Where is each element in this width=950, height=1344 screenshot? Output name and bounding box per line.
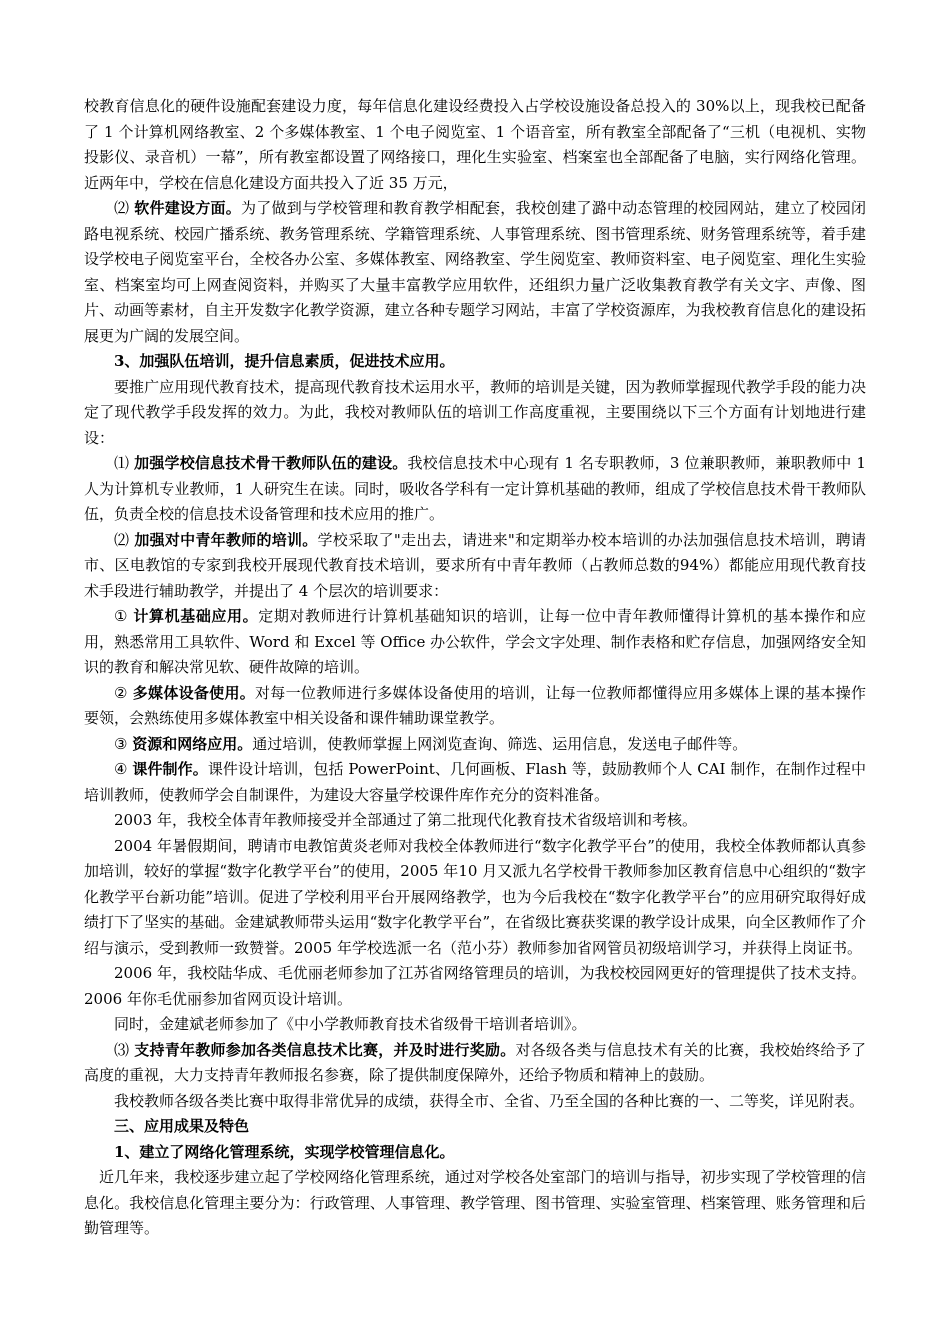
section-heading: [84, 1140, 866, 1166]
section-heading: [84, 1114, 866, 1140]
text-run: 2004 年暑假期间，聘请市电教馆黄炎老师对我校全体教师进行“数字化教学平台”的使用，我校全体教师都认真参加培训，较好的掌握“数字化教学平台”的使用，2005 年10 月又派九名学校骨干教师参加区教育信息中心组织的“数字化教学平台新功能”培训。促进了学校利用平台开展网络教学，也为今后我校在“数字化教学平台”的应用研究取得好成绩打下了坚实的基础。金建斌教师带头运用“数字化教学平台”，在省级比赛获奖课的教学设计成果，向全区教师作了介绍与演示，受到教师一致赞誉。2005 年学校选派一名（范小芬）教师参加省网管员初级培训学习，并获得上岗证书。: [84, 836, 866, 957]
text-run: 我校信息技术中心现有 1 名专职教师，3 位兼职教师，兼职教师中 1 人为计算机专业教师，1 人研究生在读。同时，吸收各学科有一定计算机基础的教师，组成了学校信息技术骨干教师队伍，负责全校的信息技术设备管理和技术应用的推广。: [84, 454, 866, 523]
list-marker: ⑵: [114, 199, 135, 217]
paragraph: [84, 757, 866, 808]
paragraph: [84, 94, 866, 196]
text-run: 对每一位教师进行多媒体设备使用的培训，让每一位教师都懂得应用多媒体上课的基本操作要领，会熟练使用多媒体教室中相关设备和课件辅助课堂教学。: [84, 683, 866, 727]
bold-run: 支持青年教师参加各类信息技术比赛，并及时进行奖励。: [134, 1040, 516, 1059]
bold-run: 加强对中青年教师的培训。: [134, 530, 318, 549]
list-marker: ④: [114, 760, 133, 778]
text-run: 为了做到与学校管理和教育教学相配套，我校创建了潞中动态管理的校园网站，建立了校园闭路电视系统、校园广播系统、教务管理系统、学籍管理系统、人事管理系统、图书管理系统、财务管理系统等，着手建设学校电子阅览室平台，全校各办公室、多媒体教室、网络教室、学生阅览室、教师资料室、电子阅览室、理化生实验室、档案室均可上网查阅资料，并购买了大量丰富教学应用软件，还组织力量广泛收集教育教学有关文字、声像、图片、动画等素材，自主开发数字化教学资源，建立各种专题学习网站，丰富了学校资源库，为我校教育信息化的建设拓展更为广阔的发展空间。: [84, 199, 866, 345]
paragraph: [84, 834, 866, 962]
heading-text: 1、建立了网络化管理系统，实现学校管理信息化。: [114, 1142, 455, 1161]
list-marker: ⑵: [114, 530, 135, 549]
heading-text: 3、加强队伍培训，提升信息素质，促进技术应用。: [114, 352, 455, 370]
list-marker: ②: [114, 683, 133, 702]
text-run: 我校教师各级各类比赛中取得非常优异的成绩，获得全市、全省、乃至全国的各种比赛的一、二等奖，详见附表。: [114, 1091, 865, 1110]
paragraph: [84, 808, 866, 834]
text-run: 定期对教师进行计算机基础知识的培训，让每一位中青年教师懂得计算机的基本操作和应用，熟悉常用工具软件、Word 和 Excel 等 Office 办公软件，学会文字处理、制作表格和贮存信息，加强网络安全知识的教育和解决常见软、硬件故障的培训。: [84, 607, 866, 676]
text-run: 课件设计培训，包括 PowerPoint、几何画板、Flash 等，鼓励教师个人 CAI 制作，在制作过程中培训教师，使教师学会自制课件，为建设大容量学校课件库作充分的资料准备。: [84, 760, 866, 804]
text-run: 对各级各类与信息技术有关的比赛，我校始终给予了高度的重视，大力支持青年教师报名参赛，除了提供制度保障外，还给予物质和精神上的鼓励。: [84, 1040, 866, 1084]
text-run: 通过培训，使教师掌握上网浏览查询、筛选、运用信息，发送电子邮件等。: [252, 734, 748, 753]
paragraph: [84, 961, 866, 1012]
bold-run: 加强学校信息技术骨干教师队伍的建设。: [134, 454, 408, 472]
list-marker: ①: [114, 607, 134, 625]
text-run: 校教育信息化的硬件设施配套建设力度，每年信息化建设经费投入占学校设施设备总投入的 30%以上，现我校已配备了 1 个计算机网络教室、2 个多媒体教室、1 个电子阅览室、1 个语音室，所有教室全部配备了“三机（电视机、实物投影仪、录音机）一幕”，所有教室都设置了网络接口，理化生实验室、档案室也全部配备了电脑，实行网络化管理。近两年中，学校在信息化建设方面共投入了近 35 万元，: [84, 97, 866, 192]
heading-text: 三、应用成果及特色: [114, 1117, 250, 1135]
bold-run: 资源和网络应用。: [132, 734, 253, 753]
paragraph: [84, 1012, 866, 1038]
text-run: 要推广应用现代教育技术，提高现代教育技术运用水平，教师的培训是关键，因为教师掌握现代教学手段的能力决定了现代教学手段发挥的效力。为此，我校对教师队伍的培训工作高度重视，主要围绕以下三个方面有计划地进行建设：: [84, 377, 866, 447]
paragraph: [84, 375, 866, 452]
bold-run: 多媒体设备使用。: [132, 683, 256, 702]
paragraph: [84, 1089, 866, 1115]
paragraph: [84, 1165, 866, 1242]
list-marker: ⑶: [114, 1040, 135, 1059]
text-run: 2003 年，我校全体青年教师接受并全部通过了第二批现代化教育技术省级培训和考核。: [114, 811, 697, 829]
text-run: 学校采取了"走出去，请进来"和定期举办校本培训的办法加强信息技术培训，聘请市、区电教馆的专家到我校开展现代教育技术培训，要求所有中青年教师（占教师总数的94%）都能应用现代教育技术手段进行辅助教学，并提出了 4 个层次的培训要求：: [84, 530, 866, 600]
section-heading: [84, 349, 866, 375]
list-marker: ③: [114, 734, 133, 753]
paragraph: [84, 732, 866, 758]
paragraph: [84, 1038, 866, 1089]
paragraph: [84, 528, 866, 605]
list-marker: ⑴: [114, 454, 135, 472]
text-run: 近几年来，我校逐步建立起了学校网络化管理系统，通过对学校各处室部门的培训与指导，初步实现了学校管理的信息化。我校信息化管理主要分为：行政管理、人事管理、教学管理、图书管理、实验室管理、档案管理、账务管理和后勤管理等。: [84, 1168, 866, 1237]
paragraph: [84, 451, 866, 528]
text-run: 2006 年，我校陆华成、毛优丽老师参加了江苏省网络管理员的培训，为我校校园网更好的管理提供了技术支持。2006 年你毛优丽参加省网页设计培训。: [84, 964, 866, 1008]
text-run: 同时，金建斌老师参加了《中小学教师教育技术省级骨干培训者培训》。: [114, 1015, 587, 1033]
paragraph: [84, 196, 866, 349]
paragraph: [84, 604, 866, 681]
bold-run: 软件建设方面。: [134, 199, 242, 217]
bold-run: 课件制作。: [132, 760, 208, 778]
paragraph: [84, 681, 866, 732]
bold-run: 计算机基础应用。: [133, 607, 259, 625]
